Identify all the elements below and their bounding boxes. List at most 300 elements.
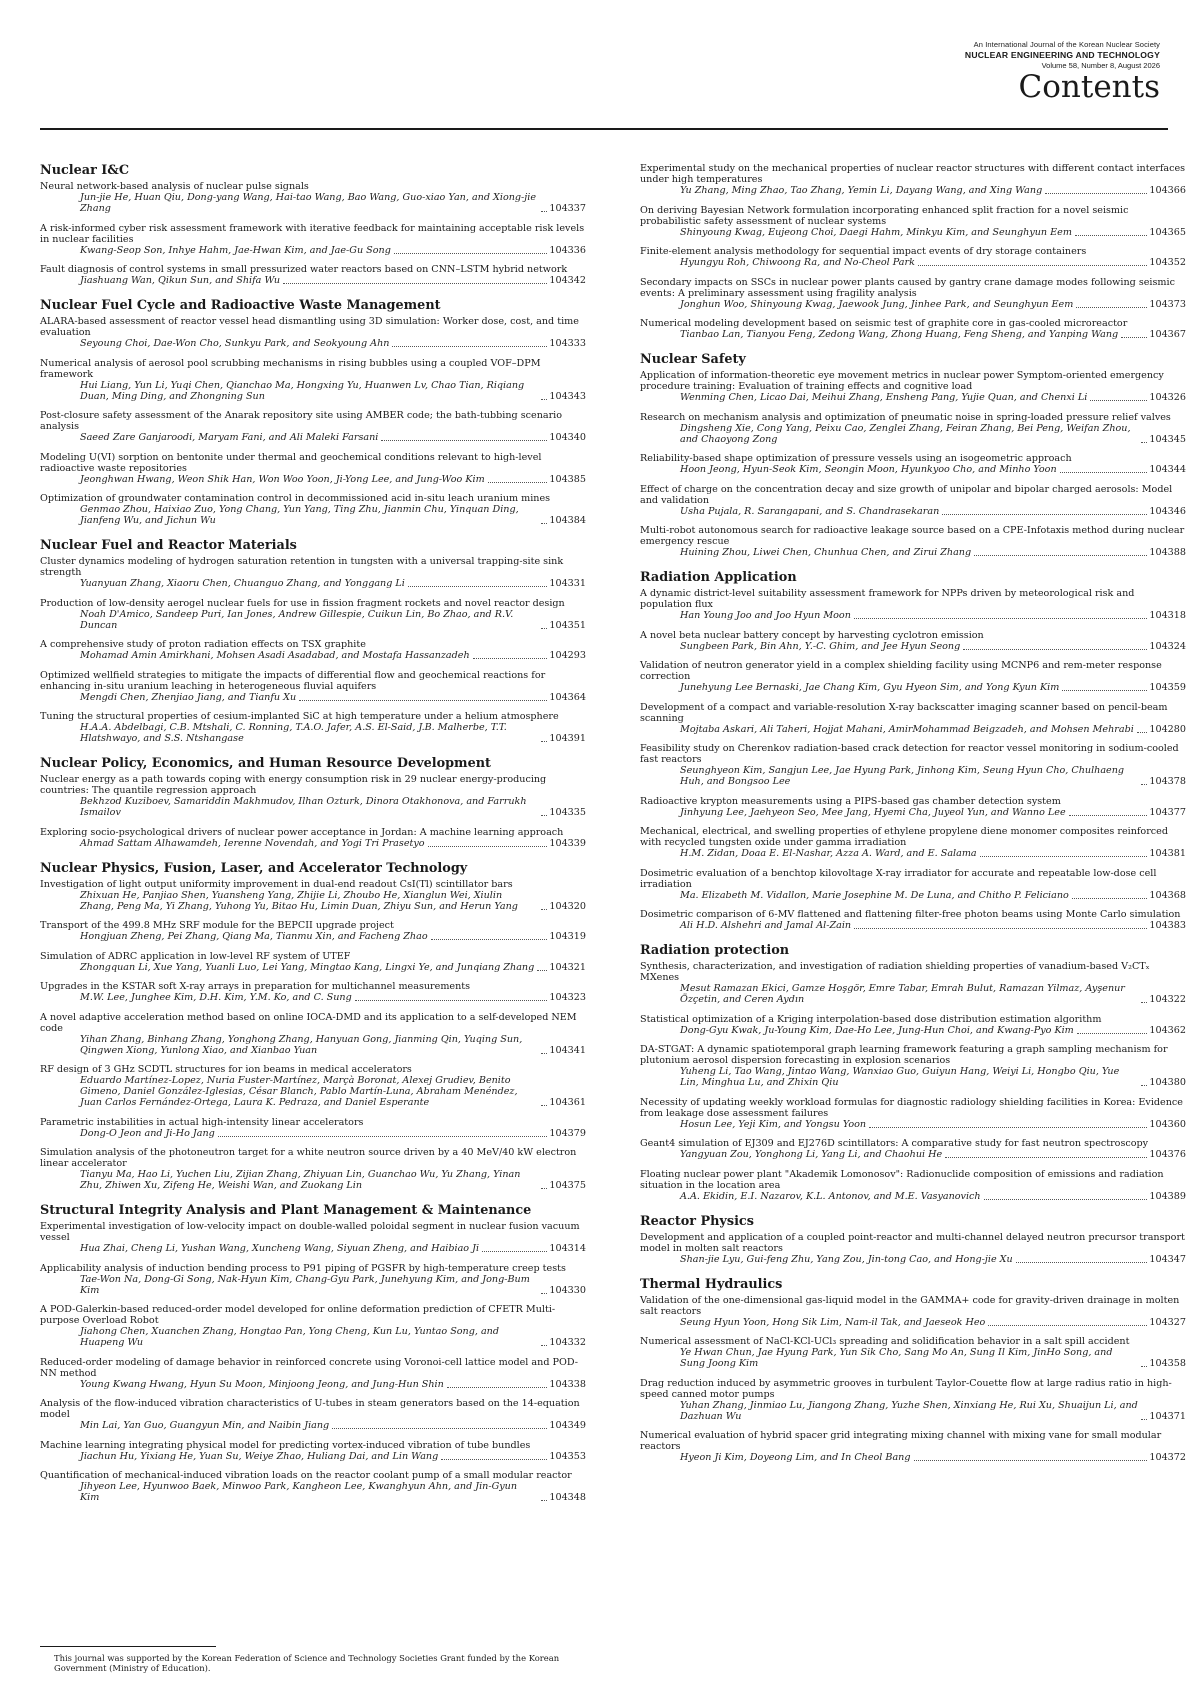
article-authors-line: [640, 1149, 1186, 1160]
article-authors: Ye Hwan Chun, Jae Hyung Park, Yun Sik Cho, Sang Mo An, Sung Il Kim, JinHo Song, and Sung Joong Kim: [680, 1347, 1113, 1369]
article-entry[interactable]: [40, 827, 586, 849]
article-page-number[interactable]: 104372: [1149, 1452, 1186, 1463]
dot-leader: [541, 1053, 547, 1054]
article-authors: Genmao Zhou, Haixiao Zuo, Yong Chang, Yun Yang, Ting Zhu, Jianmin Chu, Yinquan Ding, Jianfeng Wu, and Jichun Wu: [80, 504, 519, 526]
section-title: Structural Integrity Analysis and Plant Management & Maintenance: [40, 1203, 532, 1218]
article-title[interactable]: Development of a compact and variable-resolution X-ray backscatter imaging scanner based on pencil-beam scanning: [640, 701, 1168, 724]
article-page-number[interactable]: 104280: [1149, 723, 1186, 735]
article-authors-line: [640, 890, 1186, 901]
article-page-number[interactable]: 104381: [1149, 848, 1186, 859]
article-page-number[interactable]: 104384: [549, 515, 586, 526]
dot-leader: [854, 928, 1147, 929]
article-entry[interactable]: [40, 1263, 586, 1296]
article-entry[interactable]: [640, 1169, 1186, 1202]
article-authors: Mesut Ramazan Ekici, Gamze Hoşgör, Emre Tabar, Emrah Bulut, Ramazan Yilmaz, Ayşenur Özçetin, and Ceren Aydın: [680, 983, 1125, 1005]
article-entry[interactable]: [640, 909, 1186, 931]
article-authors-line: [40, 1420, 586, 1431]
article-authors: Yuanyuan Zhang, Xiaoru Chen, Chuanguo Zhang, and Yonggang Li: [80, 578, 405, 589]
article-page-number[interactable]: 104376: [1149, 1149, 1186, 1160]
article-authors-line: [640, 1066, 1186, 1088]
header-rule: [40, 128, 1168, 130]
dot-leader: [984, 1199, 1148, 1200]
article-entry[interactable]: [640, 1430, 1186, 1463]
article-authors-line: [640, 1254, 1186, 1265]
article-entry[interactable]: [40, 1064, 586, 1108]
article-title[interactable]: ALARA-based assessment of reactor vessel head dismantling using 3D simulation: Worker dose, cost, and time evaluation: [40, 316, 579, 338]
article-page-number[interactable]: 104314: [549, 1243, 586, 1254]
article-title[interactable]: Optimized wellfield strategies to mitigate the impacts of differential flow and geochemical reactions for enhancing in-situ uranium leaching in heterogeneous fluvial aquifers: [40, 669, 546, 692]
article-page-number[interactable]: 104378: [1149, 776, 1186, 787]
article-title[interactable]: Dosimetric comparison of 6-MV flattened and flattening filter-free photon beams using Monte Carlo simulation: [640, 909, 1181, 920]
article-entry[interactable]: [640, 702, 1186, 735]
article-entry[interactable]: [640, 1097, 1186, 1130]
article-page-number[interactable]: 104331: [549, 578, 586, 589]
article-entry[interactable]: [40, 670, 586, 703]
article-page-number[interactable]: 104345: [1149, 433, 1186, 445]
article-title[interactable]: Finite-element analysis methodology for sequential impact events of dry storage containers: [640, 246, 1087, 257]
dot-leader: [541, 1293, 547, 1294]
article-title[interactable]: Post-closure safety assessment of the Anarak repository site using AMBER code; the bath-tubbing scenario analysis: [40, 410, 563, 432]
contents-column-left: [40, 163, 586, 1515]
article-authors: Tianyu Ma, Hao Li, Yuchen Liu, Zijian Zhang, Zhiyuan Lin, Guanchao Wu, Yu Zhang, Yinan Zhu, Zhiwen Xu, Zifeng He, Weishi Wan, and Zuokang Lin: [80, 1169, 521, 1191]
article-page-number[interactable]: 104344: [1149, 464, 1186, 475]
article-authors-line: [40, 504, 586, 526]
article-title[interactable]: Neural network-based analysis of nuclear pulse signals: [40, 181, 309, 192]
article-entry[interactable]: [40, 556, 586, 589]
article-title[interactable]: Experimental study on the mechanical properties of nuclear reactor structures with different contact interfaces under high temperatures: [640, 163, 1186, 185]
article-title[interactable]: A POD-Galerkin-based reduced-order model developed for online deformation prediction of CFETR Multi-purpose Overload Robot: [40, 1304, 556, 1326]
dot-leader: [854, 618, 1148, 619]
article-page-number[interactable]: 104352: [1149, 257, 1186, 268]
dot-leader: [1075, 235, 1147, 236]
section-title: Radiation Application: [640, 570, 797, 585]
article-page-number[interactable]: 104375: [549, 1180, 586, 1191]
article-entry[interactable]: [40, 493, 586, 526]
article-title[interactable]: Exploring socio-psychological drivers of nuclear power acceptance in Jordan: A machine learning approach: [40, 826, 564, 838]
article-page-number[interactable]: 104367: [1149, 329, 1186, 340]
article-authors: Zhongquan Li, Xue Yang, Yuanli Luo, Lei Yang, Mingtao Kang, Lingxi Ye, and Junqiang Zhang: [80, 961, 535, 973]
article-authors-line: [40, 650, 586, 661]
section-title: Nuclear Policy, Economics, and Human Resource Development: [40, 756, 491, 771]
article-page-number[interactable]: 104362: [1149, 1024, 1186, 1036]
article-title[interactable]: Fault diagnosis of control systems in small pressurized water reactors based on CNN–LSTM hybrid network: [40, 264, 568, 275]
section-title: Thermal Hydraulics: [640, 1276, 783, 1292]
article-entry[interactable]: [40, 358, 586, 402]
article-title[interactable]: Applicability analysis of induction bending process to P91 piping of PGSFR by high-temperature creep tests: [40, 1262, 566, 1274]
article-title[interactable]: Mechanical, electrical, and swelling properties of ethylene propylene diene monomer composites reinforced with recycled tungsten oxide under gamma irradiation: [640, 826, 1168, 848]
article-page-number[interactable]: 104351: [549, 619, 586, 631]
article-authors: Yangyuan Zou, Yonghong Li, Yang Li, and Chaohui He: [680, 1149, 943, 1160]
article-entry[interactable]: [640, 796, 1186, 818]
article-title[interactable]: Radioactive krypton measurements using a PIPS-based gas chamber detection system: [640, 795, 1061, 807]
section-title: Nuclear Fuel and Reactor Materials: [40, 538, 297, 553]
article-page-number[interactable]: 104293: [549, 650, 586, 661]
article-page-number[interactable]: 104358: [1149, 1358, 1186, 1369]
article-title[interactable]: Nuclear energy as a path towards coping with energy consumption risk in 29 nuclear energy-producing countries: The quantile regression approach: [40, 774, 547, 796]
dot-leader: [218, 1136, 548, 1137]
dot-leader: [541, 909, 547, 910]
article-title[interactable]: Numerical analysis of aerosol pool scrubbing mechanisms in rising bubbles using a coupled VOF–DPM framework: [40, 357, 541, 380]
article-authors-line: [640, 506, 1186, 517]
article-authors-line: [640, 423, 1186, 445]
article-title[interactable]: Numerical assessment of NaCl-KCl-UCl₃ spreading and solidification behavior in a salt spill accident: [640, 1336, 1130, 1347]
article-entry[interactable]: [640, 961, 1186, 1005]
article-title[interactable]: Investigation of light output uniformity improvement in dual-end readout CsI(Tl) scintillator bars: [40, 878, 513, 890]
article-title[interactable]: Secondary impacts on SSCs in nuclear power plants caused by gantry crane damage modes following seismic events: A preliminary assessment using fragility analysis: [640, 276, 1175, 299]
article-title[interactable]: Dosimetric evaluation of a benchtop kilovoltage X-ray irradiator for accurate and repeatable low-dose cell irradiation: [640, 867, 1157, 890]
article-authors-line: [640, 1025, 1186, 1036]
article-title[interactable]: Application of information-theoretic eye movement metrics in nuclear power Symptom-oriented emergency procedure training: Evaluation of training effects and cognitive load: [640, 370, 1164, 392]
article-page-number[interactable]: 104377: [1149, 806, 1186, 818]
article-entry[interactable]: [40, 410, 586, 443]
article-title[interactable]: Reliability-based shape optimization of pressure vessels using an isogeometric approach: [640, 453, 1072, 464]
article-entry[interactable]: [40, 181, 586, 214]
article-page-number[interactable]: 104346: [1149, 505, 1186, 517]
article-authors-line: [40, 432, 586, 443]
article-entry[interactable]: [40, 1470, 586, 1503]
article-authors-line: [640, 1347, 1186, 1369]
dot-leader: [299, 700, 547, 701]
article-authors: Han Young Joo and Joo Hyun Moon: [680, 610, 851, 621]
article-entry[interactable]: [40, 1012, 586, 1056]
article-page-number[interactable]: 104320: [549, 900, 586, 912]
article-entry[interactable]: [40, 879, 586, 912]
article-entry[interactable]: [640, 868, 1186, 901]
article-page-number[interactable]: 104323: [549, 992, 586, 1003]
article-title[interactable]: A novel adaptive acceleration method based on online IOCA-DMD and its application to a self-developed NEM code: [40, 1011, 577, 1034]
dot-leader: [1060, 472, 1148, 473]
article-title[interactable]: Analysis of the flow-induced vibration characteristics of U-tubes in steam generators based on the 14-equation model: [40, 1398, 580, 1420]
article-authors: Usha Pujala, R. Sarangapani, and S. Chandrasekaran: [680, 505, 940, 517]
dot-leader: [980, 856, 1148, 857]
article-entry[interactable]: [640, 1232, 1186, 1265]
article-authors: Yu Zhang, Ming Zhao, Tao Zhang, Yemin Li, Dayang Wang, and Xing Wang: [680, 185, 1043, 196]
issue-info: Volume 58, Number 8, August 2026: [1041, 61, 1160, 70]
article-title[interactable]: On deriving Bayesian Network formulation incorporating enhanced split fraction for a novel seismic probabilistic safety assessment of nuclear systems: [640, 204, 1129, 227]
article-page-number[interactable]: 104361: [549, 1097, 586, 1108]
article-entry[interactable]: [640, 1138, 1186, 1160]
article-entry[interactable]: [40, 711, 586, 744]
section-radiation-protection: [640, 943, 1186, 1202]
article-entry[interactable]: [640, 163, 1186, 196]
article-title[interactable]: A dynamic district-level suitability assessment framework for NPPs driven by meteorological risk and population flux: [640, 588, 1135, 610]
article-title[interactable]: Experimental investigation of low-velocity impact on double-walled poloidal segment in nuclear fusion vacuum vessel: [40, 1221, 580, 1243]
article-page-number[interactable]: 104389: [1149, 1190, 1186, 1202]
article-authors: Hui Liang, Yun Li, Yuqi Chen, Qianchao Ma, Hongxing Yu, Huanwen Lv, Chao Tian, Riqiang Duan, Ming Ding, and Zhongning Sun: [80, 379, 525, 402]
article-page-number[interactable]: 104340: [549, 432, 586, 443]
contents-column-right: [640, 163, 1186, 1475]
article-title[interactable]: Quantification of mechanical-induced vibration loads on the reactor coolant pump of a small modular reactor: [40, 1470, 572, 1481]
article-page-number[interactable]: 104336: [549, 244, 586, 256]
article-page-number[interactable]: 104333: [549, 338, 586, 349]
article-entry[interactable]: [640, 277, 1186, 310]
article-authors-line: [40, 338, 586, 349]
article-entry[interactable]: [40, 1304, 586, 1348]
article-authors-line: [640, 1119, 1186, 1130]
article-page-number[interactable]: 104364: [549, 691, 586, 703]
article-authors-line: [640, 185, 1186, 196]
article-authors-line: [640, 610, 1186, 621]
article-authors-line: [640, 257, 1186, 268]
article-title[interactable]: Upgrades in the KSTAR soft X-ray arrays in preparation for multichannel measurements: [40, 981, 471, 992]
section-thermal-hydraulics: [640, 1277, 1186, 1464]
dot-leader: [473, 658, 548, 659]
section-nuclear-physics-fusion-laser-and-accelerator-technology: [40, 861, 586, 1192]
article-title[interactable]: RF design of 3 GHz SCDTL structures for ion beams in medical accelerators: [40, 1064, 412, 1075]
article-page-number[interactable]: 104380: [1149, 1077, 1186, 1088]
article-authors: Noah D'Amico, Sandeep Puri, Ian Jones, Andrew Gillespie, Cuikun Lin, Bo Zhao, and R.V. Duncan: [80, 608, 514, 631]
article-authors: Hosun Lee, Yeji Kim, and Yongsu Yoon: [680, 1118, 867, 1130]
section-title: Nuclear Physics, Fusion, Laser, and Accelerator Technology: [40, 860, 468, 876]
article-title[interactable]: Necessity of updating weekly workload formulas for diagnostic radiology shielding facilities in Korea: Evidence from leakage dose assessment failures: [640, 1096, 1183, 1119]
section-title: Nuclear I&C: [40, 163, 130, 178]
article-title[interactable]: Synthesis, characterization, and investigation of radiation shielding properties of vanadium-based V₂CTₓ MXenes: [640, 961, 1150, 983]
article-page-number[interactable]: 104337: [549, 203, 586, 214]
article-authors: Tianbao Lan, Tianyou Feng, Zedong Wang, Zhong Huang, Feng Sheng, and Yanping Wang: [680, 329, 1119, 340]
article-entry[interactable]: [640, 205, 1186, 238]
article-title[interactable]: Drag reduction induced by asymmetric grooves in turbulent Taylor-Couette flow at large radius ratio in high-speed canned motor pumps: [640, 1377, 1172, 1400]
article-entry[interactable]: [640, 1014, 1186, 1036]
article-title[interactable]: Statistical optimization of a Kriging interpolation-based dose distribution estimation algorithm: [640, 1013, 1102, 1025]
article-entry[interactable]: [40, 1117, 586, 1139]
article-entry[interactable]: [640, 1378, 1186, 1422]
article-page-number[interactable]: 104366: [1149, 185, 1186, 196]
page-title: Contents: [1018, 69, 1160, 105]
dot-leader: [1141, 1366, 1147, 1367]
article-title[interactable]: Reduced-order modeling of damage behavior in reinforced concrete using Voronoi-cell lattice model and POD-NN method: [40, 1356, 578, 1379]
article-page-number[interactable]: 104373: [1149, 298, 1186, 310]
article-authors: M.W. Lee, Junghee Kim, D.H. Kim, Y.M. Ko, and C. Sung: [80, 992, 352, 1003]
article-title[interactable]: A risk-informed cyber risk assessment framework with iterative feedback for maintaining acceptable risk levels in nuclear facilities: [40, 222, 585, 245]
article-page-number[interactable]: 104368: [1149, 889, 1186, 901]
article-page-number[interactable]: 104339: [549, 837, 586, 849]
article-title[interactable]: Simulation of ADRC application in low-level RF system of UTEF: [40, 950, 351, 962]
article-entry[interactable]: [40, 1440, 586, 1462]
article-entry[interactable]: [40, 1357, 586, 1390]
article-title[interactable]: Floating nuclear power plant "Akademik Lomonosov": Radionuclide composition of emissions and radiation situation in the location area: [640, 1168, 1164, 1191]
article-authors: Min Lai, Yan Guo, Guangyun Min, and Naibin Jiang: [80, 1420, 330, 1431]
dot-leader: [1090, 400, 1147, 401]
article-title[interactable]: Geant4 simulation of EJ309 and EJ276D scintillators: A comparative study for fast neutron spectroscopy: [640, 1138, 1149, 1149]
dot-leader: [283, 283, 547, 284]
article-title[interactable]: Validation of neutron generator yield in a complex shielding facility using MCNP6 and rem-meter response correction: [640, 660, 1162, 682]
article-authors: Hongjuan Zheng, Pei Zhang, Qiang Ma, Tianmu Xin, and Facheng Zhao: [80, 931, 428, 942]
article-title[interactable]: Validation of the one-dimensional gas-liquid model in the GAMMA+ code for gravity-driven drainage in molten salt reactors: [640, 1294, 1180, 1317]
dot-leader: [431, 939, 548, 940]
article-entry[interactable]: [40, 223, 586, 256]
article-page-number[interactable]: 104383: [1149, 920, 1186, 931]
article-page-number[interactable]: 104326: [1149, 392, 1186, 403]
dot-leader: [332, 1428, 547, 1429]
article-entry[interactable]: [640, 370, 1186, 403]
dot-leader: [488, 482, 548, 483]
article-page-number[interactable]: 104322: [1149, 994, 1186, 1005]
article-entry[interactable]: [40, 1221, 586, 1254]
article-page-number[interactable]: 104385: [549, 473, 586, 485]
section-continued: [640, 163, 1186, 340]
dot-leader: [918, 265, 1147, 266]
dot-leader: [1141, 1002, 1147, 1003]
article-entry[interactable]: [640, 453, 1186, 475]
article-authors-line: [640, 547, 1186, 558]
article-title[interactable]: Multi-robot autonomous search for radioactive leakage source based on a CPE-Infotaxis method during nuclear emergency rescue: [640, 525, 1185, 547]
article-title[interactable]: Numerical evaluation of hybrid spacer grid integrating mixing channel with mixing vane for small modular reactors: [640, 1430, 1162, 1452]
article-page-number[interactable]: 104347: [1149, 1253, 1186, 1265]
dot-leader: [1141, 442, 1147, 443]
article-authors: Sungbeen Park, Bin Ahn, Y.-C. Ghim, and Jee Hyun Seong: [680, 640, 961, 652]
article-entry[interactable]: [640, 660, 1186, 693]
article-authors: Seung Hyun Yoon, Hong Sik Lim, Nam-il Tak, and Jaeseok Heo: [680, 1316, 986, 1328]
article-entry[interactable]: [640, 630, 1186, 652]
article-entry[interactable]: [640, 826, 1186, 859]
dot-leader: [541, 815, 547, 816]
article-page-number[interactable]: 104335: [549, 807, 586, 818]
article-page-number[interactable]: 104371: [1149, 1410, 1186, 1422]
article-title[interactable]: Cluster dynamics modeling of hydrogen saturation retention in tungsten with a universal trapping-site sink strength: [40, 556, 564, 578]
article-authors-line: [40, 890, 586, 912]
article-page-number[interactable]: 104319: [549, 931, 586, 942]
article-page-number[interactable]: 104321: [549, 961, 586, 973]
article-entry[interactable]: [40, 316, 586, 349]
article-authors: Saeed Zare Ganjaroodi, Maryam Fani, and Ali Maleki Farsani: [80, 432, 379, 443]
article-authors: Tae-Won Na, Dong-Gi Song, Nak-Hyun Kim, Chang-Gyu Park, Junehyung Kim, and Jong-Bum Kim: [80, 1273, 530, 1296]
article-page-number[interactable]: 104359: [1149, 682, 1186, 693]
article-title[interactable]: A novel beta nuclear battery concept by harvesting cyclotron emission: [640, 629, 984, 641]
article-authors: Dong-Gyu Kwak, Ju-Young Kim, Dae-Ho Lee, Jung-Hun Choi, and Kwang-Pyo Kim: [680, 1024, 1074, 1036]
article-title[interactable]: Parametric instabilities in actual high-intensity linear accelerators: [40, 1116, 364, 1128]
article-title[interactable]: Transport of the 499.8 MHz SRF module for the BEPCII upgrade project: [40, 920, 394, 931]
article-page-number[interactable]: 104342: [549, 275, 586, 286]
article-page-number[interactable]: 104338: [549, 1378, 586, 1390]
article-page-number[interactable]: 104330: [549, 1284, 586, 1296]
article-authors-line: [640, 920, 1186, 931]
article-entry[interactable]: [40, 774, 586, 818]
dot-leader: [1121, 337, 1147, 338]
article-entry[interactable]: [40, 264, 586, 286]
article-entry[interactable]: [40, 1398, 586, 1431]
article-authors-line: [40, 962, 586, 973]
article-title[interactable]: DA-STGAT: A dynamic spatiotemporal graph learning framework featuring a graph sampling mechanism for plutonium aerosol dispersion forecasting in explosion scenarios: [640, 1044, 1168, 1066]
section-structural-integrity-analysis-and-plant-management-maintenance: [40, 1203, 586, 1503]
footnote-text: This journal was supported by the Korean Federation of Science and Technology Societies Grant funded by the Korean Government (Ministry of Education).: [54, 1653, 560, 1673]
article-authors-line: [40, 1481, 586, 1503]
article-authors-line: [40, 931, 586, 942]
article-title[interactable]: Production of low-density aerogel nuclear fuels for use in fission fragment rockets and novel reactor design: [40, 597, 565, 609]
article-authors: Yihan Zhang, Binhang Zhang, Yonghong Zhang, Hanyuan Gong, Jianming Qin, Yuqing Sun, Qingwen Xiong, Yunlong Xiao, and Xianbao Yuan: [80, 1033, 523, 1056]
article-entry[interactable]: [40, 920, 586, 942]
article-entry[interactable]: [40, 981, 586, 1003]
article-entry[interactable]: [640, 525, 1186, 558]
journal-name: NUCLEAR ENGINEERING AND TECHNOLOGY: [964, 50, 1160, 60]
article-page-number[interactable]: 104318: [1149, 610, 1186, 621]
article-page-number[interactable]: 104388: [1149, 547, 1186, 558]
article-title[interactable]: Optimization of groundwater contamination control in decommissioned acid in-situ leach uranium mines: [40, 493, 551, 504]
article-page-number[interactable]: 104343: [549, 390, 586, 402]
article-page-number[interactable]: 104365: [1149, 226, 1186, 238]
article-authors: Mojtaba Askari, Ali Taheri, Hojjat Mahani, AmirMohammad Beigzadeh, and Mohsen Mehrabi: [680, 723, 1134, 735]
article-entry[interactable]: [640, 484, 1186, 517]
article-page-number[interactable]: 104341: [549, 1044, 586, 1056]
article-title[interactable]: Feasibility study on Cherenkov radiation-based crack detection for reactor vessel monitoring in sodium-cooled fast reactors: [640, 743, 1179, 765]
article-authors-line: [40, 838, 586, 849]
article-entry[interactable]: [40, 951, 586, 973]
dot-leader: [1141, 1085, 1147, 1086]
article-authors-line: [640, 641, 1186, 652]
article-authors-line: [40, 1034, 586, 1056]
article-authors: Young Kwang Hwang, Hyun Su Moon, Minjoong Jeong, and Jung-Hun Shin: [80, 1378, 444, 1390]
article-title[interactable]: Development and application of a coupled point-reactor and multi-channel delayed neutron precursor transport model in molten salt reactors: [640, 1231, 1185, 1254]
article-page-number[interactable]: 104391: [549, 733, 586, 744]
article-entry[interactable]: [40, 452, 586, 485]
article-authors: Jonghun Woo, Shinyoung Kwag, Jaewook Jung, Jinhee Park, and Seunghyun Eem: [680, 298, 1074, 310]
dot-leader: [541, 628, 547, 629]
article-page-number[interactable]: 104349: [549, 1420, 586, 1431]
article-entry[interactable]: [640, 412, 1186, 445]
article-authors: Yuheng Li, Tao Wang, Jintao Wang, Wanxiao Guo, Guiyun Hang, Weiyi Li, Hongbo Qiu, Yue Lin, Minghua Lu, and Zhixin Qiu: [680, 1066, 1120, 1088]
article-authors: Jinhyung Lee, Jaehyeon Seo, Mee Jang, Hyemi Cha, Juyeol Yun, and Wanno Lee: [680, 806, 1066, 818]
article-entry[interactable]: [640, 1295, 1186, 1328]
article-entry[interactable]: [640, 588, 1186, 621]
article-entry[interactable]: [640, 1044, 1186, 1088]
article-title[interactable]: Simulation analysis of the photoneutron target for a white neutron source driven by a 40 MeV/40 kW electron linear accelerator: [40, 1147, 577, 1169]
article-page-number[interactable]: 104324: [1149, 640, 1186, 652]
article-page-number[interactable]: 104353: [549, 1450, 586, 1462]
article-authors-line: [40, 692, 586, 703]
article-entry[interactable]: [640, 246, 1186, 268]
dot-leader: [541, 211, 547, 212]
article-authors-line: [40, 192, 586, 214]
article-title[interactable]: Machine learning integrating physical model for predicting vortex-induced vibration of tube bundles: [40, 1439, 531, 1451]
article-authors: H.M. Zidan, Doaa E. El-Nashar, Azza A. Ward, and E. Salama: [680, 848, 977, 859]
article-title[interactable]: Effect of charge on the concentration decay and size growth of unipolar and bipolar charged aerosols: Model and validation: [640, 483, 1173, 506]
article-authors: Jun-jie He, Huan Qiu, Dong-yang Wang, Hai-tao Wang, Bao Wang, Guo-xiao Yan, and Xiong-jie Zhang: [80, 192, 537, 214]
article-authors: Yuhan Zhang, Jinmiao Lu, Jiangong Zhang, Yuzhe Shen, Xinxiang He, Rui Xu, Shuaijun Li, and Dazhuan Wu: [680, 1399, 1138, 1422]
dot-leader: [1076, 307, 1147, 308]
article-authors-line: [40, 1451, 586, 1462]
article-entry[interactable]: [40, 639, 586, 661]
article-entry[interactable]: [640, 743, 1186, 787]
article-entry[interactable]: [640, 318, 1186, 340]
article-entry[interactable]: [40, 1147, 586, 1191]
dot-leader: [1077, 1033, 1148, 1034]
article-entry[interactable]: [640, 1336, 1186, 1369]
article-authors-line: [40, 796, 586, 818]
section-nuclear-fuel-cycle-and-radioactive-waste-management: [40, 298, 586, 526]
article-page-number[interactable]: 104360: [1149, 1118, 1186, 1130]
dot-leader: [537, 970, 547, 971]
article-title[interactable]: Tuning the structural properties of cesium-implanted SiC at high temperature under a helium atmosphere: [40, 711, 559, 722]
dot-leader: [988, 1325, 1147, 1326]
article-authors: Junehyung Lee Bernaski, Jae Chang Kim, Gyu Hyeon Sim, and Yong Kyun Kim: [680, 682, 1060, 693]
article-authors: Bekhzod Kuziboev, Samariddin Makhmudov, Ilhan Ozturk, Dinora Otakhonova, and Farrukh Ismailov: [80, 796, 527, 818]
section-title: Nuclear Fuel Cycle and Radioactive Waste Management: [40, 298, 441, 313]
article-page-number[interactable]: 104379: [549, 1127, 586, 1139]
article-title[interactable]: Modeling U(VI) sorption on bentonite under thermal and geochemical conditions relevant to high-level radioactive waste repositories: [40, 451, 542, 474]
article-title[interactable]: A comprehensive study of proton radiation effects on TSX graphite: [40, 639, 366, 650]
article-page-number[interactable]: 104332: [549, 1337, 586, 1348]
article-entry[interactable]: [40, 598, 586, 631]
article-page-number[interactable]: 104348: [549, 1492, 586, 1503]
article-title[interactable]: Research on mechanism analysis and optimization of pneumatic noise in spring-loaded pressure relief valves: [640, 411, 1171, 423]
article-authors: Ali H.D. Alshehri and Jamal Al-Zain: [680, 920, 852, 931]
article-page-number[interactable]: 104327: [1149, 1316, 1186, 1328]
article-title[interactable]: Numerical modeling development based on seismic test of graphite core in gas-cooled microreactor: [640, 318, 1128, 329]
article-authors-line: [40, 245, 586, 256]
article-authors: Jiachun Hu, Yixiang He, Yuan Su, Weiye Zhao, Huliang Dai, and Lin Wang: [80, 1450, 439, 1462]
dot-leader: [1141, 784, 1147, 785]
dot-leader: [1069, 815, 1148, 816]
dot-leader: [1072, 898, 1148, 899]
